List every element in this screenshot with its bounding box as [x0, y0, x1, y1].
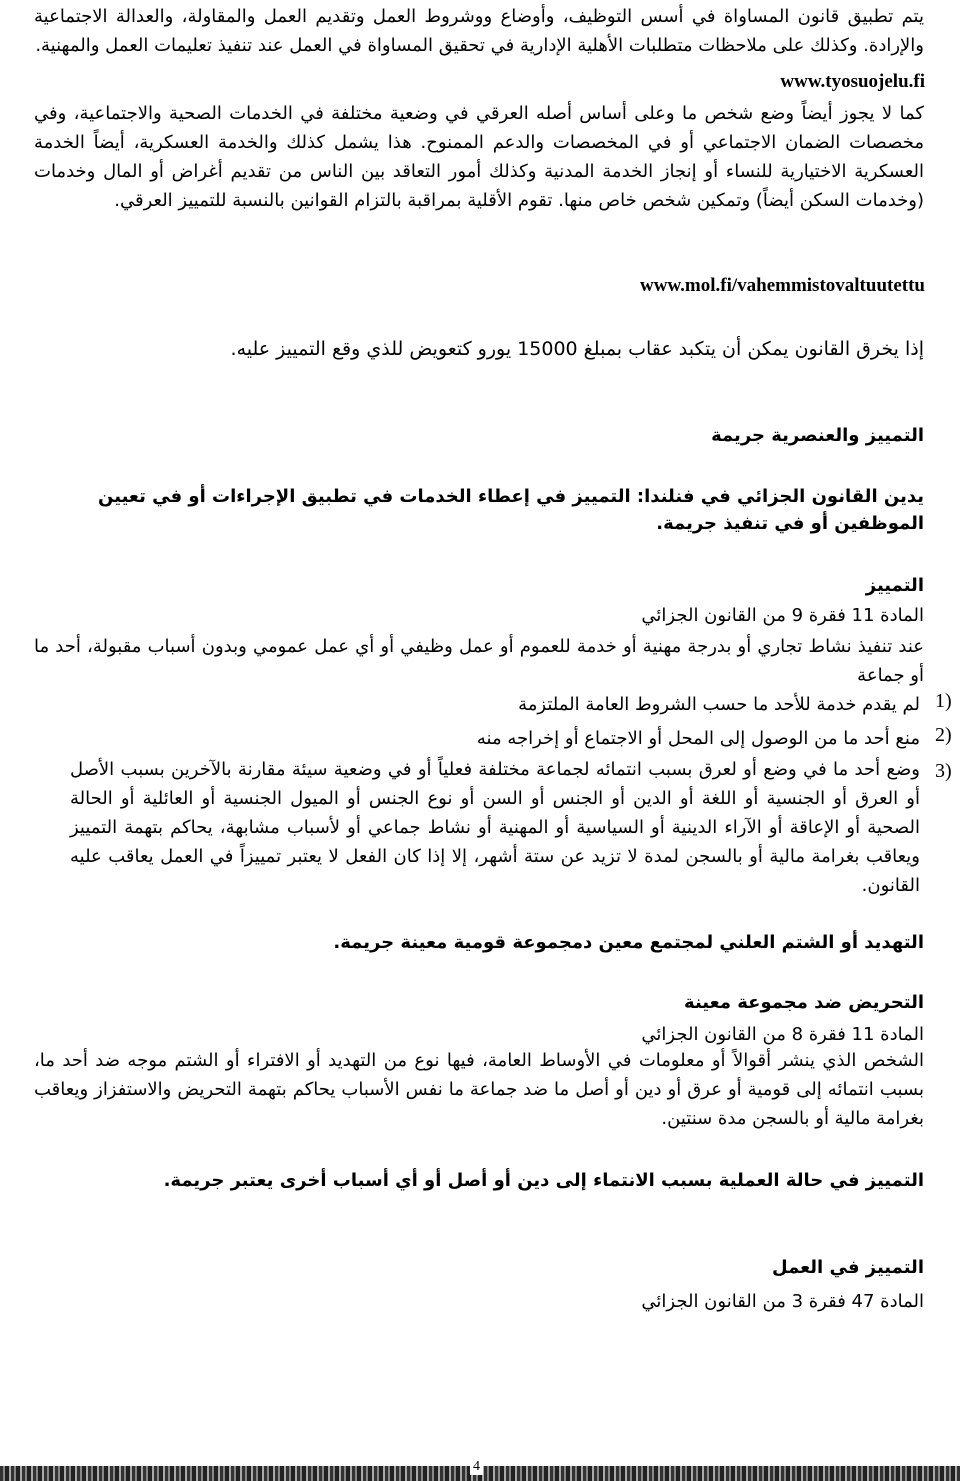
heading-discrimination-crime: التمييز والعنصرية جريمة	[711, 425, 924, 446]
law-reference-3: المادة 47 فقرة 3 من القانون الجزائي	[641, 1291, 924, 1312]
heading-religion-origin: التمييز في حالة العملية بسبب الانتماء إلى دين أو أصل أو أي أسباب أخرى يعتبر جريمة.	[163, 1170, 924, 1191]
item-number-1: (1	[935, 690, 952, 712]
paragraph-intro: يتم تطبيق قانون المساواة في أسس التوظيف، وأوضاع ووشروط العمل وتقديم العمل والمقاولة، والعدالة الاجتماعية والإرادة. وكذلك على ملاحظات متطلبات الأهلية الإدارية في تحقيق المساواة في العمل عند تنفيذ تعليمات العمل والمهنية.	[34, 6, 924, 56]
paragraph-incitement: الشخص الذي ينشر أقوالاً أو معلومات في الأوساط العامة، فيها نوع من التهديد أو الافتراء أو الشتم موجه ضد أحد ما، بسبب انتمائه إلى قومية أو عرق أو دين أو أصل ما ضد جماعة ما نفس الأسباب يحاكم بتهمة التحريض والاستفزاز ويعاقب بغرامة مالية أو بالسجن مدة سنتين.	[34, 1050, 924, 1129]
link-tyosuojelu[interactable]: www.tyosuojelu.fi	[780, 71, 925, 92]
heading-criminal-code: يدين القانون الجزائي في فنلندا: التمييز في إعطاء الخدمات في تطبيق الإجراءات أو في تعيين الموظفين أو في تنفيذ جريمة.	[98, 486, 924, 534]
list-item-3: وضع أحد ما في وضع أو لعرق بسبب انتمائه لجماعة مختلفة فعلياً أو في وضعية سيئة مقارنة بالآخرين بسبب الأصل أو العرق أو الجنسية أو اللغة أو الدين أو الجنس أو السن أو نوع الجنس أو الميول الجنسية أو العائلية أو الحالة الصحية أو الإعاقة أو الآراء الدينية أو السياسية أو المهنية أو نشاط جماعي أو لأسباب مشابهة، يحاكم بتهمة التمييز ويعاقب بغرامة مالية أو بالسجن لمدة لا تزيد عن ستة أشهر، إلا إذا كان الفعل لا يعتبر تمييزاً في العمل يعاقب عليه القانون.	[70, 759, 920, 896]
item-number-3: (3	[935, 760, 952, 782]
page-number: 4	[470, 1459, 483, 1475]
link-mol[interactable]: www.mol.fi/vahemmistovaltuutettu	[640, 275, 925, 296]
paragraph-ethnic-origin: كما لا يجوز أيضاً وضع شخص ما وعلى أساس أصله العرقي في وضعية مختلفة في الخدمات الصحية والاجتماعية، وفي مخصصات الضمان الاجتماعي أو في المخصصات والدعم الممنوح. هذا يشمل كذلك والخدمة العسكرية، أيضاً الخدمة العسكرية الاختيارية للنساء أو إنجاز الخدمة المدنية وكذلك أمور التعاقد بين الناس من تقديم أغراض أو المال وخدمات (وخدمات السكن أيضاً) وتمكين شخص خاص منها. تقوم الأقلية بمراقبة بالتزام القوانين بالنسبة للتمييز العرقي.	[34, 103, 924, 211]
paragraph-compensation: إذا يخرق القانون يمكن أن يتكبد عقاب بمبلغ 15000 يورو كتعويض للذي وقع التمييز عليه.	[230, 338, 924, 360]
list-item-2: منع أحد ما من الوصول إلى المحل أو الاجتماع أو إخراجه منه	[476, 728, 920, 749]
heading-incitement: التحريض ضد مجموعة معينة	[684, 992, 924, 1013]
item-number-2: (2	[935, 724, 952, 746]
list-item-1: لم يقدم خدمة للأحد ما حسب الشروط العامة الملتزمة	[518, 694, 920, 715]
law-reference-2: المادة 11 فقرة 8 من القانون الجزائي	[641, 1024, 924, 1045]
law-reference-1: المادة 11 فقرة 9 من القانون الجزائي	[641, 605, 924, 626]
heading-work-discrimination: التمييز في العمل	[772, 1257, 924, 1278]
heading-threat-insult: التهديد أو الشتم العلني لمجتمع معين دمجموعة قومية معينة جريمة.	[333, 932, 924, 953]
heading-discrimination: التمييز	[865, 575, 924, 596]
paragraph-business: عند تنفيذ نشاط تجاري أو بدرجة مهنية أو خدمة للعموم أو عمل وظيفي أو أي عمل عمومي وبدون أسباب مقبولة، أحد ما أو جماعة	[34, 636, 924, 686]
